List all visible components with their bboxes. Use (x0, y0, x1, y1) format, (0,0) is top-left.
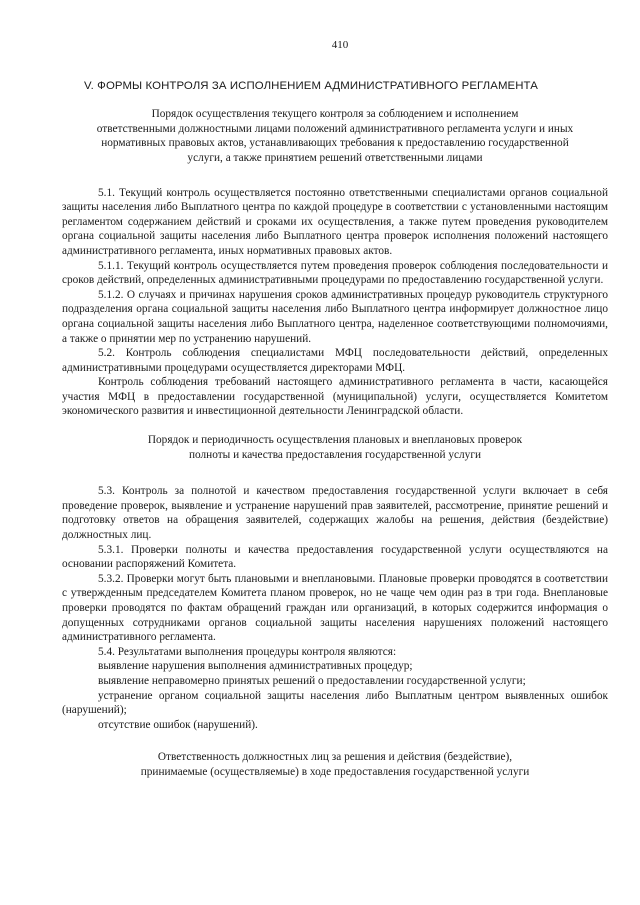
paragraphs-current-control (62, 186, 608, 420)
list-item-result: выявление неправомерно принятых решений о предоставлении государственной услуги; (98, 674, 526, 687)
subheading-line: Порядок и периодичность осуществления плановых и внеплановых проверок (147, 434, 523, 447)
list-item-result: отсутствие ошибок (нарушений). (98, 718, 258, 731)
subheading-current-control (62, 107, 608, 165)
section-heading: V. ФОРМЫ КОНТРОЛЯ ЗА ИСПОЛНЕНИЕМ АДМИНИСТРАТИВНОГО РЕГЛАМЕНТА (84, 79, 538, 92)
paragraph-5-1: 5.1. Текущий контроль осуществляется постоянно ответственными специалистами органов социальной защиты населения либо Выплатного центра по каждой процедуре в соответствии с установленными настоящим регламентом содержанием действий и сроками их осуществления, а также путем проведения руководителем органа социальной защиты населения либо Выплатного центра проверок исполнения положений настоящего административного регламента, иных нормативных правовых актов. (62, 186, 608, 257)
paragraph-5-1-1: 5.1.1. Текущий контроль осуществляется путем проведения проверок соблюдения последовательности и сроков действий, определенных административными процедурами по предоставлению государственной услуги. (62, 259, 608, 287)
subheading-line: нормативных правовых актов, устанавливающих требования к предоставлению государственной (101, 137, 569, 150)
subheading-line: услуги, а также принятием решений ответственными лицами (187, 151, 483, 164)
list-item-result: устранение органом социальной защиты населения либо Выплатным центром выявленных ошибок (нарушений); (62, 689, 608, 717)
subheading-responsibility (62, 750, 608, 779)
paragraph-5-3-1: 5.3.1. Проверки полноты и качества предоставления государственной услуги осуществляются на основании распоряжений Комитета. (62, 543, 608, 571)
paragraph-5-1-2: 5.1.2. О случаях и причинах нарушения сроков административных процедур руководитель структурного подразделения органа социальной защиты населения либо Выплатного центра информирует должностное лицо органа социальной защиты населения либо Выплатного центра, наделенное соответствующими полномочиями, а также о принятии мер по устранению нарушений. (62, 288, 608, 345)
subheading-line: принимаемые (осуществляемые) в ходе предоставления государственной услуги (140, 765, 530, 778)
subheading-line: Порядок осуществления текущего контроля за соблюдением и исполнением (151, 108, 519, 121)
paragraph-5-3-2: 5.3.2. Проверки могут быть плановыми и внеплановыми. Плановые проверки проводятся в соответствии с утвержденным председателем Комитета планом проверок, но не чаще чем один раз в три года. Внеплановые проверки проводятся по фактам обращений граждан или организаций, в которых содержится информация о допущенных сотрудниками органов социальной защиты населения нарушениях положений настоящего административного регламента. (62, 572, 608, 644)
paragraphs-inspections (62, 484, 608, 732)
subheading-line: Ответственность должностных лиц за решения и действия (бездействие), (157, 751, 513, 764)
paragraph-5-2: 5.2. Контроль соблюдения специалистами МФЦ последовательности действий, определенных административными процедурами осуществляется директорами МФЦ. (62, 347, 608, 374)
paragraph-5-4: 5.4. Результатами выполнения процедуры контроля являются: (98, 645, 397, 658)
paragraph-5-3: 5.3. Контроль за полнотой и качеством предоставления государственной услуги включает в себя проведение проверок, выявление и устранение нарушений прав заявителей, рассмотрение, принятие решений и подготовку ответов на обращения заявителей, содержащих жалобы на решения, действия (бездействие) должностных лиц. (62, 485, 608, 542)
page-number: 410 (331, 39, 349, 51)
paragraph-5-2-control: Контроль соблюдения требований настоящего административного регламента в части, касающейся участия МФЦ в предоставлении государственной (муниципальной) услуги, осуществляется Комитетом экономического развития и инвестиционной деятельности Ленинградской области. (62, 376, 608, 418)
subheading-inspections (62, 433, 608, 462)
subheading-line: полноты и качества предоставления государственной услуги (188, 448, 482, 461)
subheading-line: ответственными должностными лицами положений административного регламента услуги и иных (96, 122, 574, 135)
list-item-result: выявление нарушения выполнения административных процедур; (98, 660, 413, 673)
